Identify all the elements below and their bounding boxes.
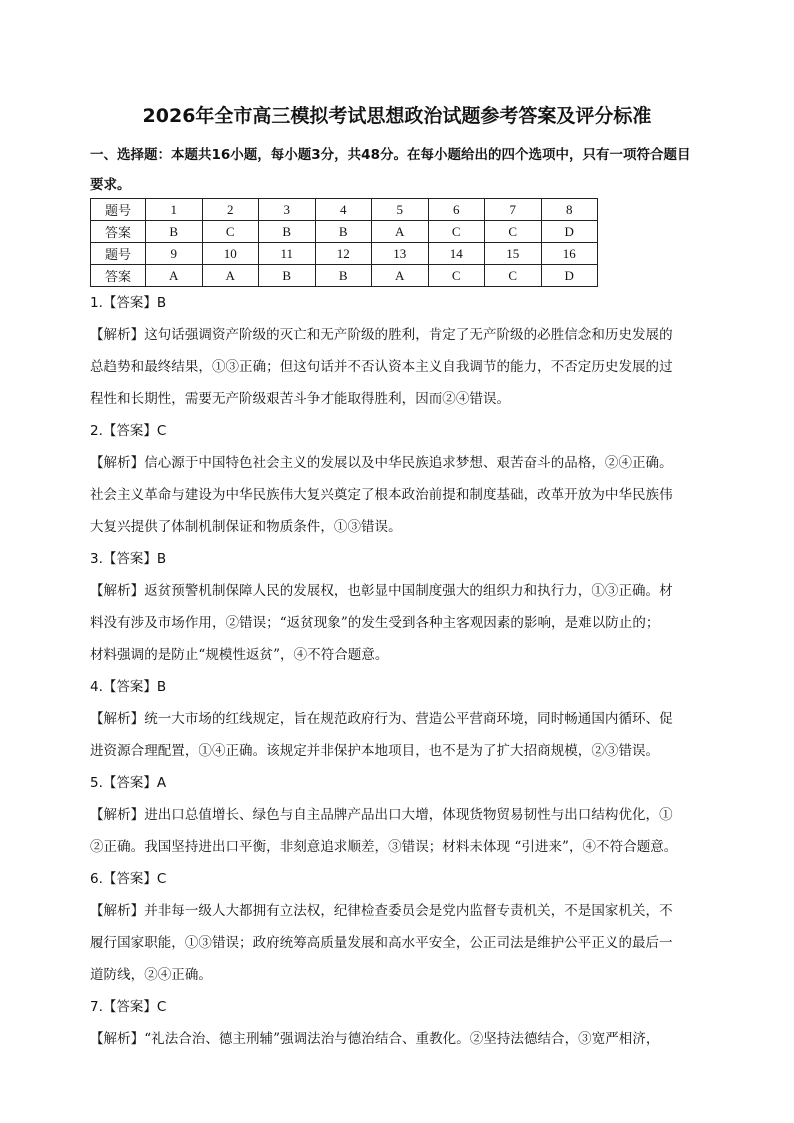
explanation-line: 【解析】“礼法合治、德主刑辅”强调法治与德治结合、重教化。②坚持法德结合，③宽严相济， <box>90 1031 660 1047</box>
table-cell: 5 <box>372 199 429 221</box>
explanation-line: 社会主义革命与建设为中华民族伟大复兴奠定了根本政治前提和制度基础，改革开放为中华民族伟 <box>90 487 673 503</box>
explanation-line: 【解析】并非每一级人大都拥有立法权，纪律检查委员会是党内监督专责机关，不是国家机关，不 <box>90 903 673 919</box>
explanation-line: 道防线，②④正确。 <box>90 967 212 983</box>
explanation-line: 【解析】返贫预警机制保障人民的发展权，也彰显中国制度强大的组织力和执行力，①③正确。材 <box>90 583 673 599</box>
table-cell: 14 <box>428 243 485 265</box>
table-cell: 13 <box>372 243 429 265</box>
table-cell: A <box>372 265 429 287</box>
table-cell: C <box>485 265 542 287</box>
table-cell: 7 <box>485 199 542 221</box>
table-cell: B <box>146 221 203 243</box>
table-cell: 11 <box>259 243 316 265</box>
table-cell: C <box>202 221 259 243</box>
table-row-header: 答案 <box>91 221 146 243</box>
explanation-line: 总趋势和最终结果，①③正确；但这句话并不否认资本主义自我调节的能力，不否定历史发展的过 <box>90 359 673 375</box>
explanation-line: ②正确。我国坚持进出口平衡，非刻意追求顺差，③错误；材料未体现 “引进来”，④不符合题意。 <box>90 839 678 855</box>
explanation-line: 【解析】这句话强调资产阶级的灭亡和无产阶级的胜利，肯定了无产阶级的必胜信念和历史发展的 <box>90 327 673 343</box>
table-cell: 16 <box>541 243 598 265</box>
table-cell: C <box>428 265 485 287</box>
table-cell: D <box>541 221 598 243</box>
table-cell: 3 <box>259 199 316 221</box>
table-cell: A <box>372 221 429 243</box>
explanation-line: 【解析】进出口总值增长、绿色与自主品牌产品出口大增，体现货物贸易韧性与出口结构优化，① <box>90 807 673 823</box>
table-cell: 2 <box>202 199 259 221</box>
answer-heading: 6.【答案】C <box>90 871 167 887</box>
explanation-line: 【解析】统一大市场的红线规定，旨在规范政府行为、营造公平营商环境，同时畅通国内循环、促 <box>90 711 673 727</box>
table-cell: A <box>202 265 259 287</box>
explanation-line: 程性和长期性，需要无产阶级艰苦斗争才能取得胜利，因而②④错误。 <box>90 391 511 407</box>
table-row <box>91 199 598 221</box>
table-cell: 4 <box>315 199 372 221</box>
explanations <box>90 287 702 1055</box>
section-intro: 一、选择题：本题共16小题，每小题3分，共48分。在每小题给出的四个选项中，只有一项符合题目要求。 <box>90 147 691 193</box>
answer-table <box>90 198 598 287</box>
answer-heading: 1.【答案】B <box>90 295 167 311</box>
explanation-line: 【解析】信心源于中国特色社会主义的发展以及中华民族追求梦想、艰苦奋斗的品格，②④正确。 <box>90 455 673 471</box>
table-cell: 10 <box>202 243 259 265</box>
explanation-paragraph <box>90 895 702 991</box>
table-cell: 15 <box>485 243 542 265</box>
explanation-paragraph <box>90 703 702 767</box>
table-cell: 9 <box>146 243 203 265</box>
table-cell: B <box>259 221 316 243</box>
table-cell: 1 <box>146 199 203 221</box>
page-title: 2026年全市高三模拟考试思想政治试题参考答案及评分标准 <box>142 105 652 127</box>
table-row-header: 题号 <box>91 199 146 221</box>
explanation-line: 进资源合理配置，①④正确。该规定并非保护本地项目，也不是为了扩大招商规模，②③错误。 <box>90 743 660 759</box>
table-cell: B <box>315 221 372 243</box>
answer-heading: 7.【答案】C <box>90 999 167 1015</box>
answer-heading: 4.【答案】B <box>90 679 167 695</box>
table-cell: 8 <box>541 199 598 221</box>
explanation-line: 大复兴提供了体制机制保证和物质条件，①③错误。 <box>90 519 402 535</box>
table-cell: B <box>259 265 316 287</box>
table-cell: C <box>485 221 542 243</box>
table-cell: D <box>541 265 598 287</box>
table-cell: B <box>315 265 372 287</box>
table-cell: C <box>428 221 485 243</box>
table-row-header: 题号 <box>91 243 146 265</box>
explanation-line: 材料强调的是防止“规模性返贫”，④不符合题意。 <box>90 647 389 663</box>
table-cell: 12 <box>315 243 372 265</box>
explanation-paragraph <box>90 799 702 863</box>
explanation-paragraph <box>90 575 702 671</box>
explanation-line: 料没有涉及市场作用，②错误；“返贫现象”的发生受到各种主客观因素的影响，是难以防止的； <box>90 615 660 631</box>
table-cell: 6 <box>428 199 485 221</box>
explanation-paragraph <box>90 447 702 543</box>
table-cell: A <box>146 265 203 287</box>
table-row <box>91 243 598 265</box>
answer-heading: 2.【答案】C <box>90 423 167 439</box>
table-row-header: 答案 <box>91 265 146 287</box>
explanation-paragraph <box>90 319 702 415</box>
table-row <box>91 221 598 243</box>
answer-heading: 5.【答案】A <box>90 775 167 791</box>
explanation-line: 履行国家职能，①③错误；政府统筹高质量发展和高水平安全，公正司法是维护公平正义的最后一 <box>90 935 673 951</box>
table-row <box>91 265 598 287</box>
answer-heading: 3.【答案】B <box>90 551 167 567</box>
explanation-paragraph <box>90 1023 702 1055</box>
